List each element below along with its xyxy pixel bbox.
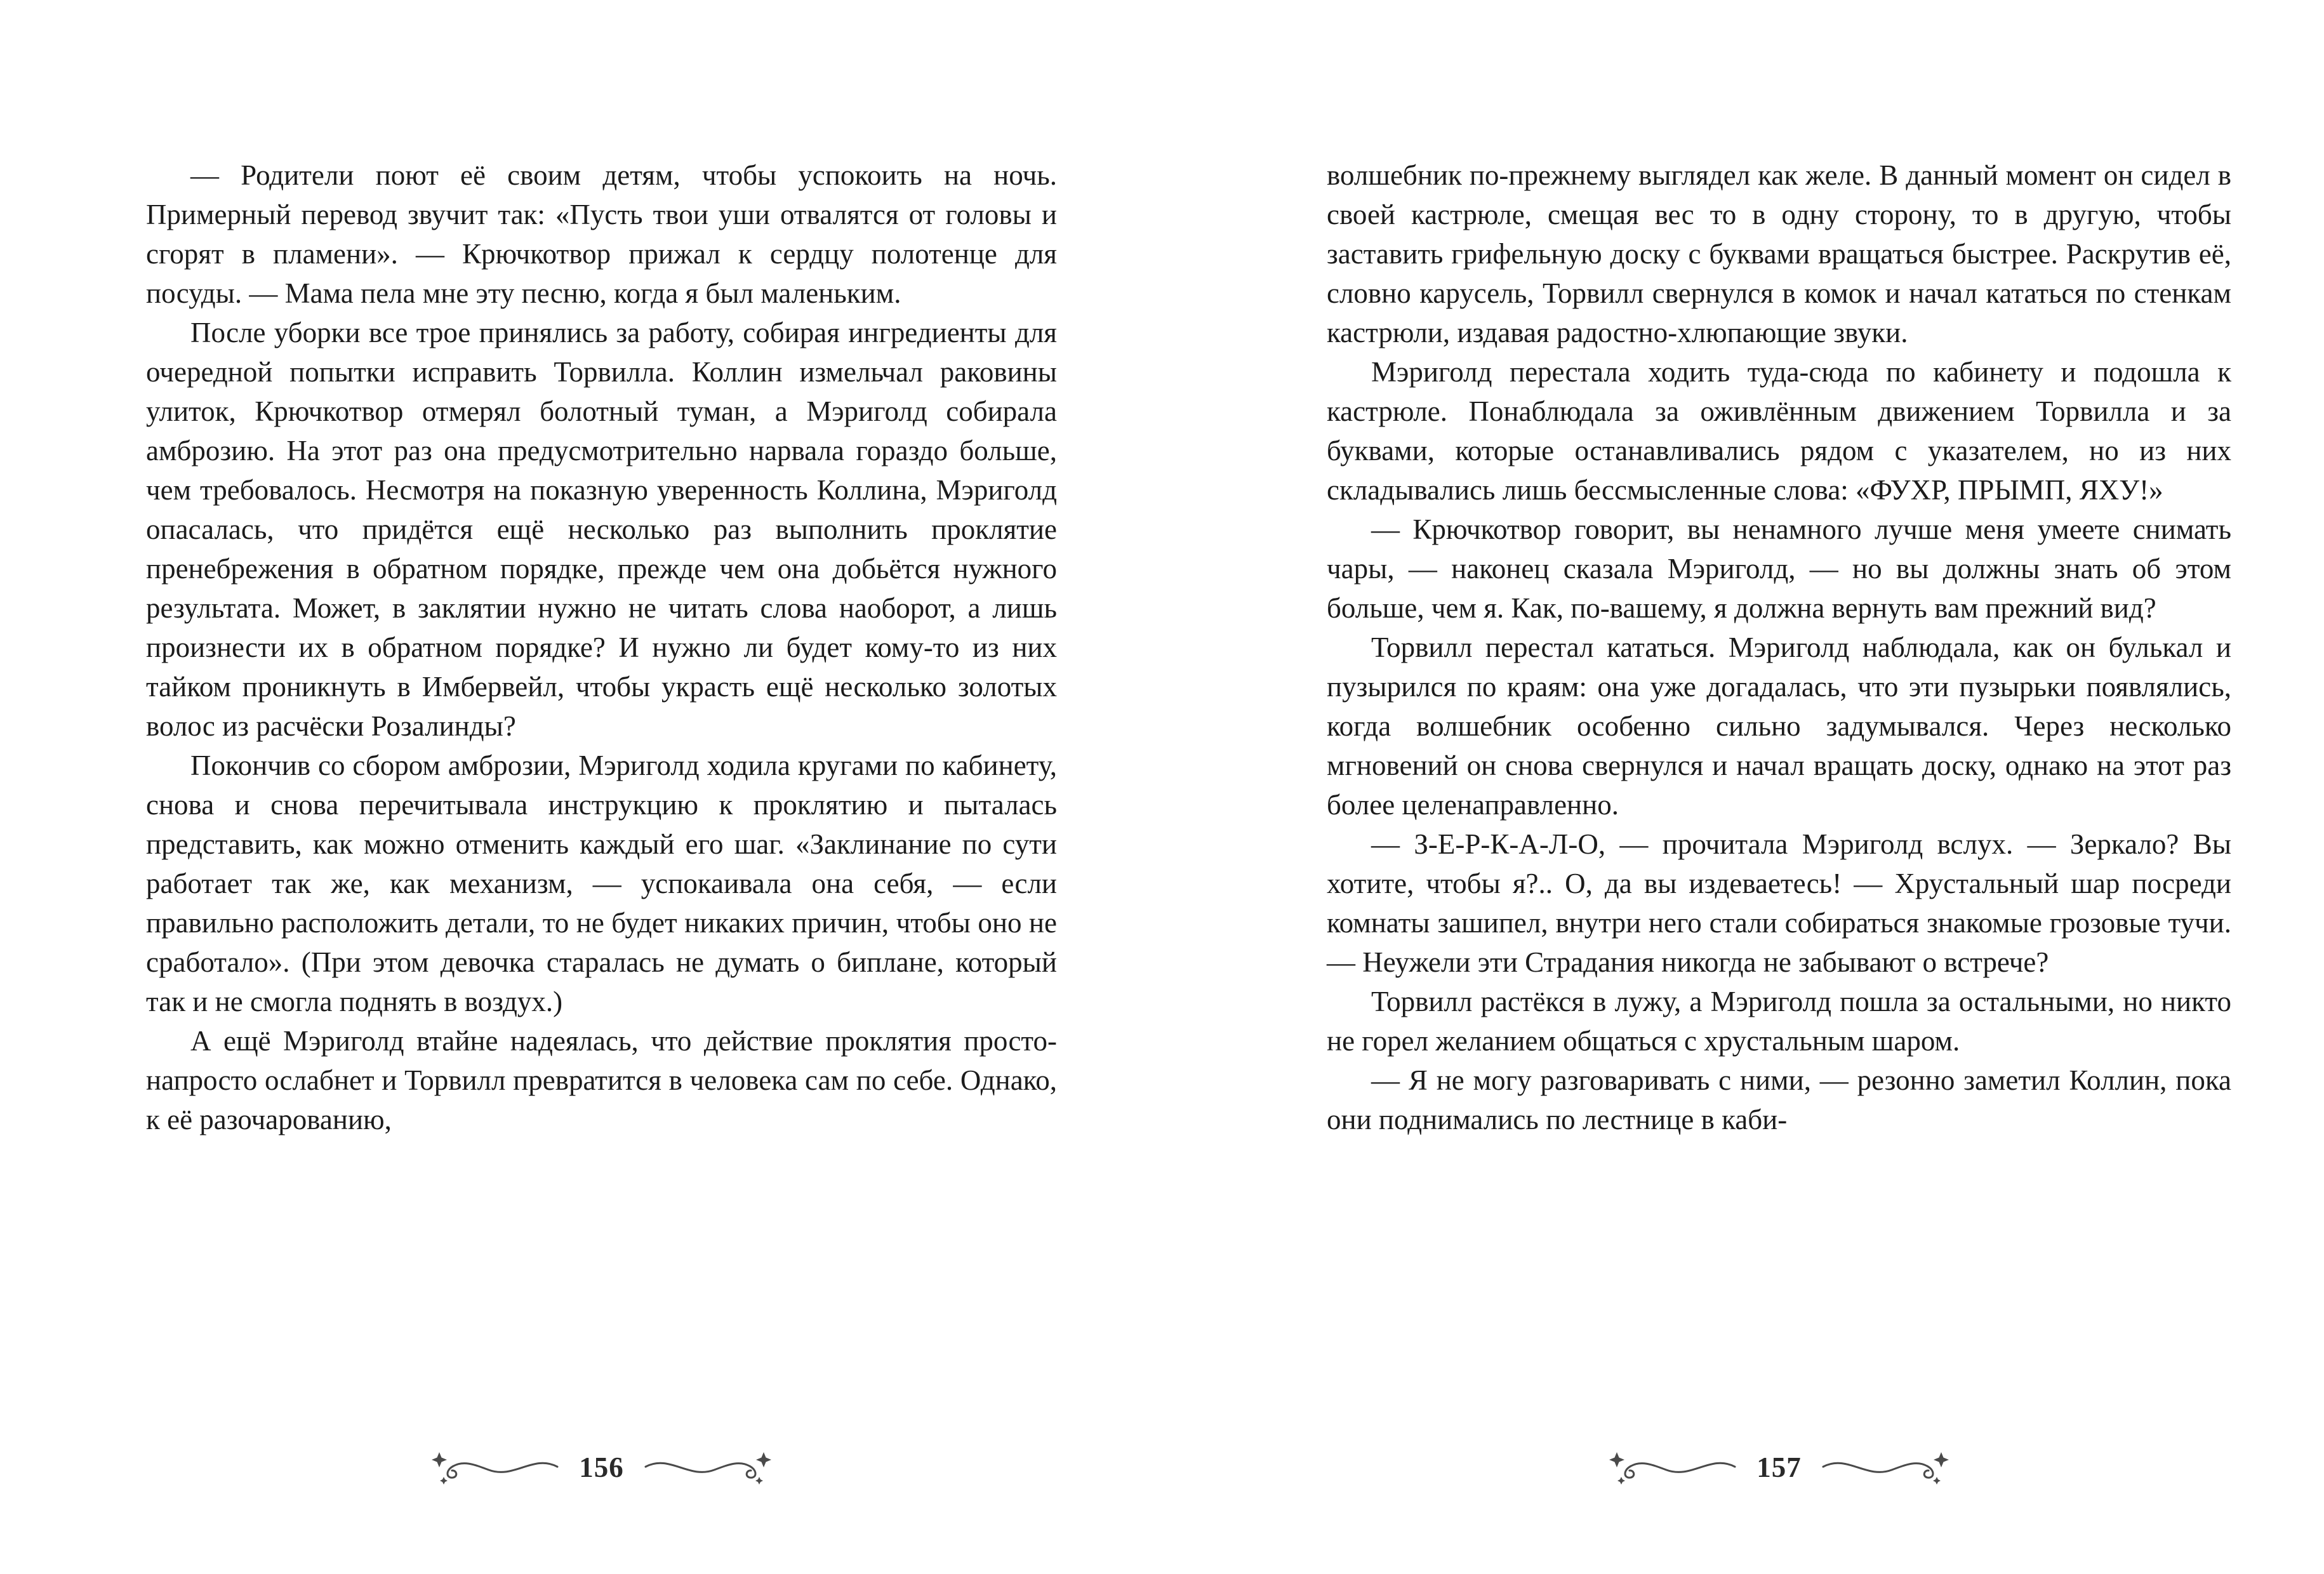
page-156-footer [146,1450,1057,1485]
paragraph: Покончив со сбором амброзии, Мэриголд ходила кругами по кабинету, снова и снова перечитывала инструкцию к проклятию и пыталась представить, как можно отменить каждый его шаг. «Заклинание по сути работает так же, как механизм, — успокаивала она себя, — если правильно расположить детали, то не будет никаких причин, чтобы оно не сработало». (При этом девочка старалась не думать о биплане, который так и не смогла поднять в воздух.) [146,750,1057,1017]
paragraph: После уборки все трое принялись за работу, собирая ингредиенты для очередной попытки исправить Торвилла. Коллин измельчал раковины улиток, Крючкотвор отмерял болотный туман, а Мэриголд собирала амброзию. На этот раз она предусмотрительно нарвала гораздо больше, чем требовалось. Несмотря на показную уверенность Коллина, Мэриголд опасалась, что придётся ещё несколько раз выполнить проклятие пренебрежения в обратном порядке, прежде чем она добьётся нужного результата. Может, в заклятии нужно не читать слова наоборот, а лишь произнести их в обратном порядке? И нужно ли будет кому-то из них тайком проникнуть в Имбервейл, чтобы украсть ещё несколько золотых волос из расчёски Розалинды? [146,317,1057,742]
flourish-left-icon [1604,1450,1737,1485]
paragraph: — Я не могу разговаривать с ними, — резонно заметил Коллин, пока они поднимались по лестнице в каби- [1327,1064,2231,1135]
paragraph: Торвилл растёкся в лужу, а Мэриголд пошла за остальными, но никто не горел желанием общаться с хрустальным шаром. [1327,986,2231,1057]
paragraph: — Родители поют её своим детям, чтобы успокоить на ночь. Примерный перевод звучит так: «Пусть твои уши отвалятся от головы и сгорят в пламени». — Крючкотвор прижал к сердцу полотенце для посуды. — Мама пела мне эту песню, когда я был маленьким. [146,159,1057,309]
paragraph: Мэриголд перестала ходить туда-сюда по кабинету и подошла к кастрюле. Понаблюдала за оживлённым движением Торвилла и за буквами, которые останавливались рядом с указателем, но из них складывались лишь бессмысленные слова: «ФУХР, ПРЫМП, ЯХУ!» [1327,356,2231,506]
flourish-right-icon [1821,1450,1954,1485]
paragraph: А ещё Мэриголд втайне надеялась, что действие проклятия просто-напросто ослабнет и Торвилл превратится в человека сам по себе. Однако, к её разочарованию, [146,1025,1057,1135]
page-156-text [146,155,1057,1139]
page-157-footer [1327,1450,2231,1485]
flourish-left-icon [427,1450,560,1485]
paragraph: — З-Е-Р-К-А-Л-О, — прочитала Мэриголд вслух. — Зеркало? Вы хотите, чтобы я?.. О, да вы издеваетесь! — Хрустальный шар посреди комнаты зашипел, внутри него стали собираться знакомые грозовые тучи. — Неужели эти Страдания никогда не забывают о встрече? [1327,828,2231,978]
page-number: 156 [579,1452,624,1483]
paragraph: Торвилл перестал кататься. Мэриголд наблюдала, как он булькал и пузырился по краям: она уже догадалась, что эти пузырьки появлялись, когда волшебник особенно сильно задумывался. Через несколько мгновений он снова свернулся и начал вращать доску, однако на этот раз более целенаправленно. [1327,632,2231,821]
paragraph: — Крючкотвор говорит, вы ненамного лучше меня умеете снимать чары, — наконец сказала Мэриголд, — но вы должны знать об этом больше, чем я. Как, по-вашему, я должна вернуть вам прежний вид? [1327,513,2231,624]
page-number: 157 [1756,1452,1802,1483]
page-157-text [1327,155,2231,1139]
paragraph: волшебник по-прежнему выглядел как желе. В данный момент он сидел в своей кастрюле, смещая вес то в одну сторону, то в другую, чтобы заставить грифельную доску с буквами вращаться быстрее. Раскрутив её, словно карусель, Торвилл свернулся в комок и начал кататься по стенкам кастрюли, издавая радостно-хлюпающие звуки. [1327,159,2231,348]
flourish-right-icon [643,1450,776,1485]
